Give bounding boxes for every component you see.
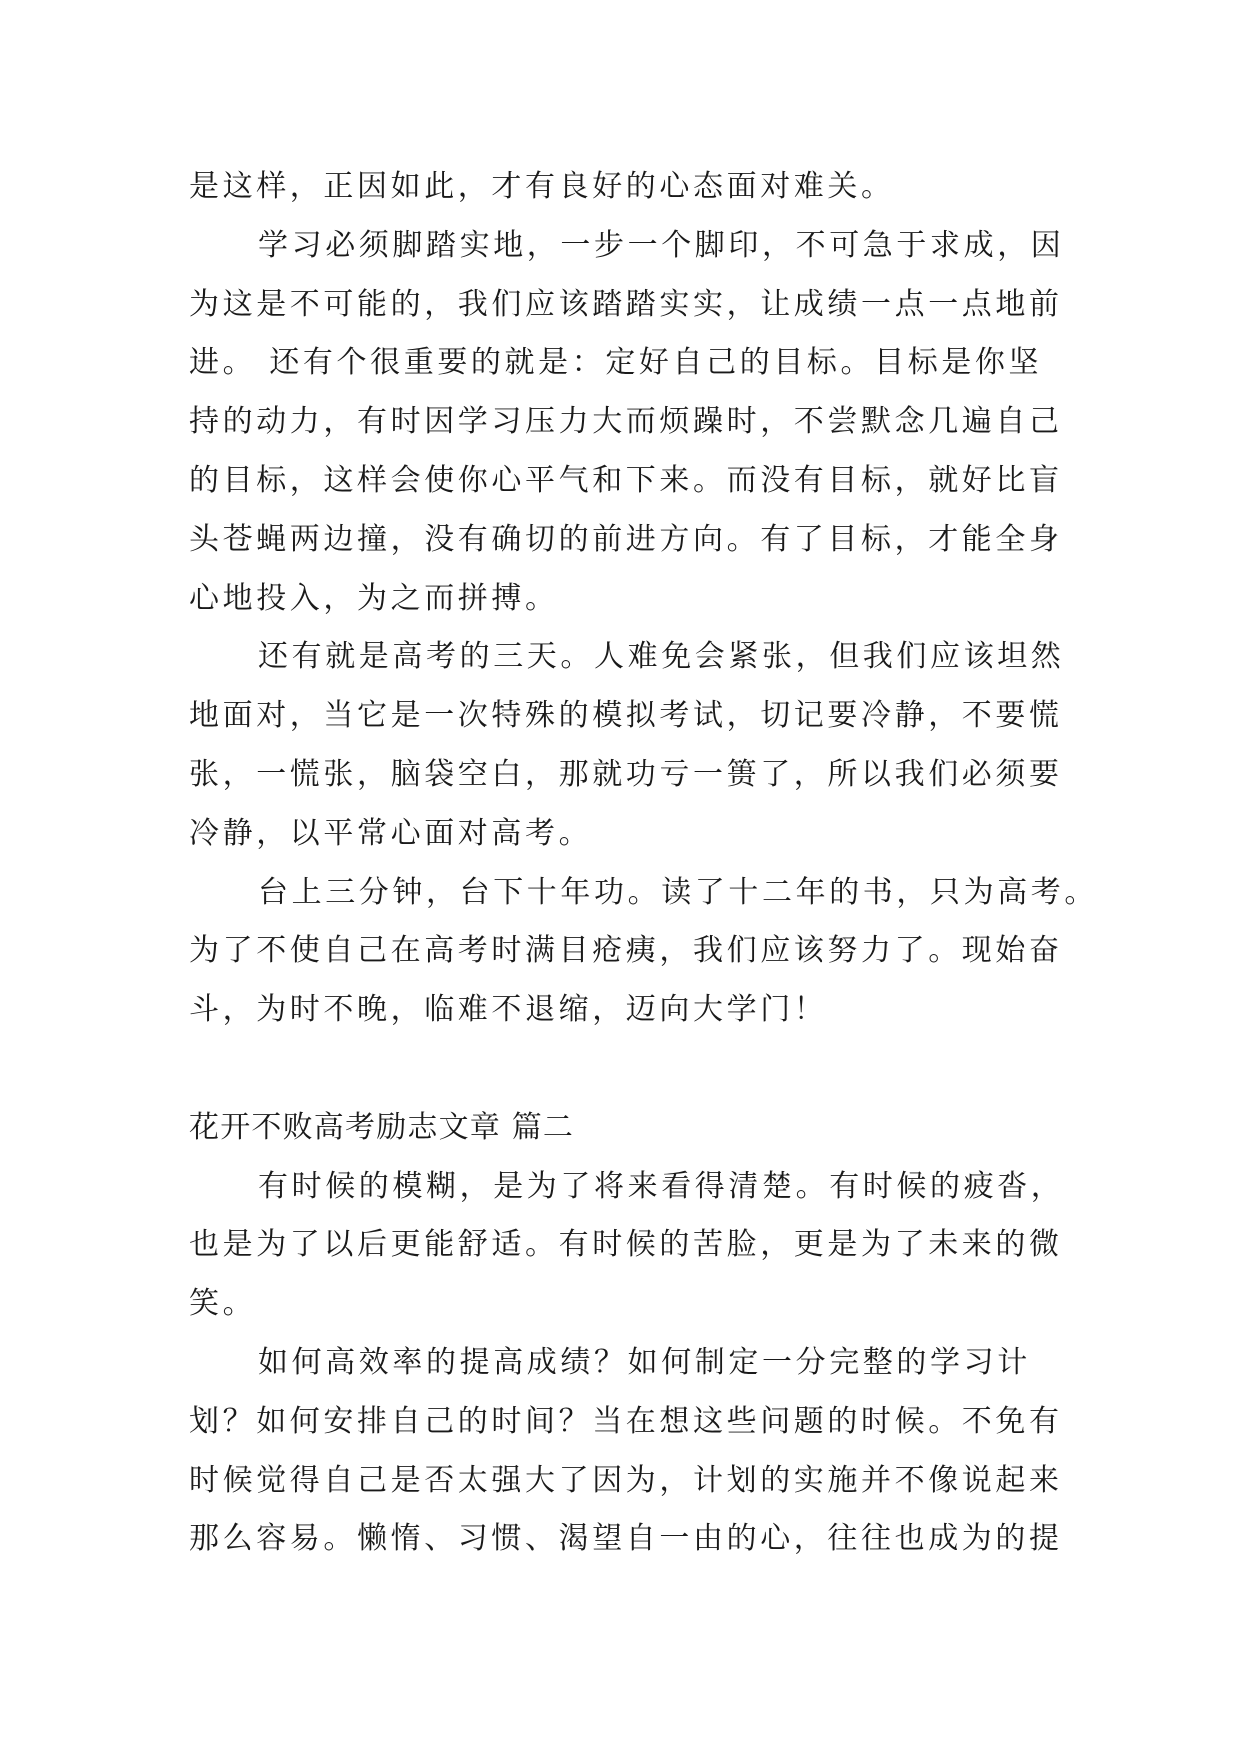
paragraph <box>189 864 1098 1040</box>
text-line: 冷静，以平常心面对高考。 <box>189 815 593 851</box>
text-line: 时候觉得自己是否太强大了因为，计划的实施并不像说起来 <box>189 1462 1063 1498</box>
text-line: 划？如何安排自己的时间？当在想这些问题的时候。不免有 <box>189 1403 1063 1439</box>
text-line: 的目标，这样会使你心平气和下来。而没有目标，就好比盲 <box>189 462 1063 498</box>
paragraph <box>189 217 1065 629</box>
text-line: 为了不使自己在高考时满目疮痍，我们应该努力了。现始奋 <box>189 933 1063 969</box>
text-line: 那么容易。懒惰、习惯、渴望自一由的心，往往也成为的提 <box>189 1521 1063 1557</box>
text-line: 张，一慌张，脑袋空白，那就功亏一篑了，所以我们必须要 <box>189 756 1063 792</box>
text-line: 还有就是高考的三天。人难免会紧张，但我们应该坦然 <box>258 639 1065 675</box>
text-line: 头苍蝇两边撞，没有确切的前进方向。有了目标，才能全身 <box>189 521 1063 557</box>
paragraph <box>189 1334 1063 1569</box>
text-line: 进。 还有个很重要的就是：定好自己的目标。目标是你坚 <box>189 345 1043 381</box>
document-body <box>189 158 1098 1569</box>
text-line: 笑。 <box>189 1286 257 1322</box>
text-line: 地面对，当它是一次特殊的模拟考试，切记要冷静，不要慌 <box>189 698 1063 734</box>
paragraph <box>189 1158 1065 1334</box>
text-line: 学习必须脚踏实地，一步一个脚印，不可急于求成，因 <box>258 227 1065 263</box>
text-line: 如何高效率的提高成绩？如何制定一分完整的学习计 <box>258 1344 1031 1380</box>
text-line: 有时候的模糊，是为了将来看得清楚。有时候的疲沓， <box>258 1168 1065 1204</box>
text-line: 为这是不可能的，我们应该踏踏实实，让成绩一点一点地前 <box>189 286 1063 322</box>
text-line: 也是为了以后更能舒适。有时候的苦脸，更是为了未来的微 <box>189 1227 1063 1263</box>
text-line: 斗，为时不晚，临难不退缩，迈向大学门！ <box>189 992 828 1028</box>
text-line: 持的动力，有时因学习压力大而烦躁时，不尝默念几遍自己 <box>189 404 1063 440</box>
blank-line <box>189 1040 1059 1099</box>
text-line: 台上三分钟，台下十年功。读了十二年的书，只为高考。 <box>258 874 1098 910</box>
text-line: 心地投入，为之而拼搏。 <box>189 580 559 616</box>
paragraph <box>189 628 1065 863</box>
paragraph <box>189 158 1059 217</box>
text-line: 是这样，正因如此，才有良好的心态面对难关。 <box>189 169 895 204</box>
section-heading: 花开不败高考励志文章 篇二 <box>189 1109 575 1145</box>
